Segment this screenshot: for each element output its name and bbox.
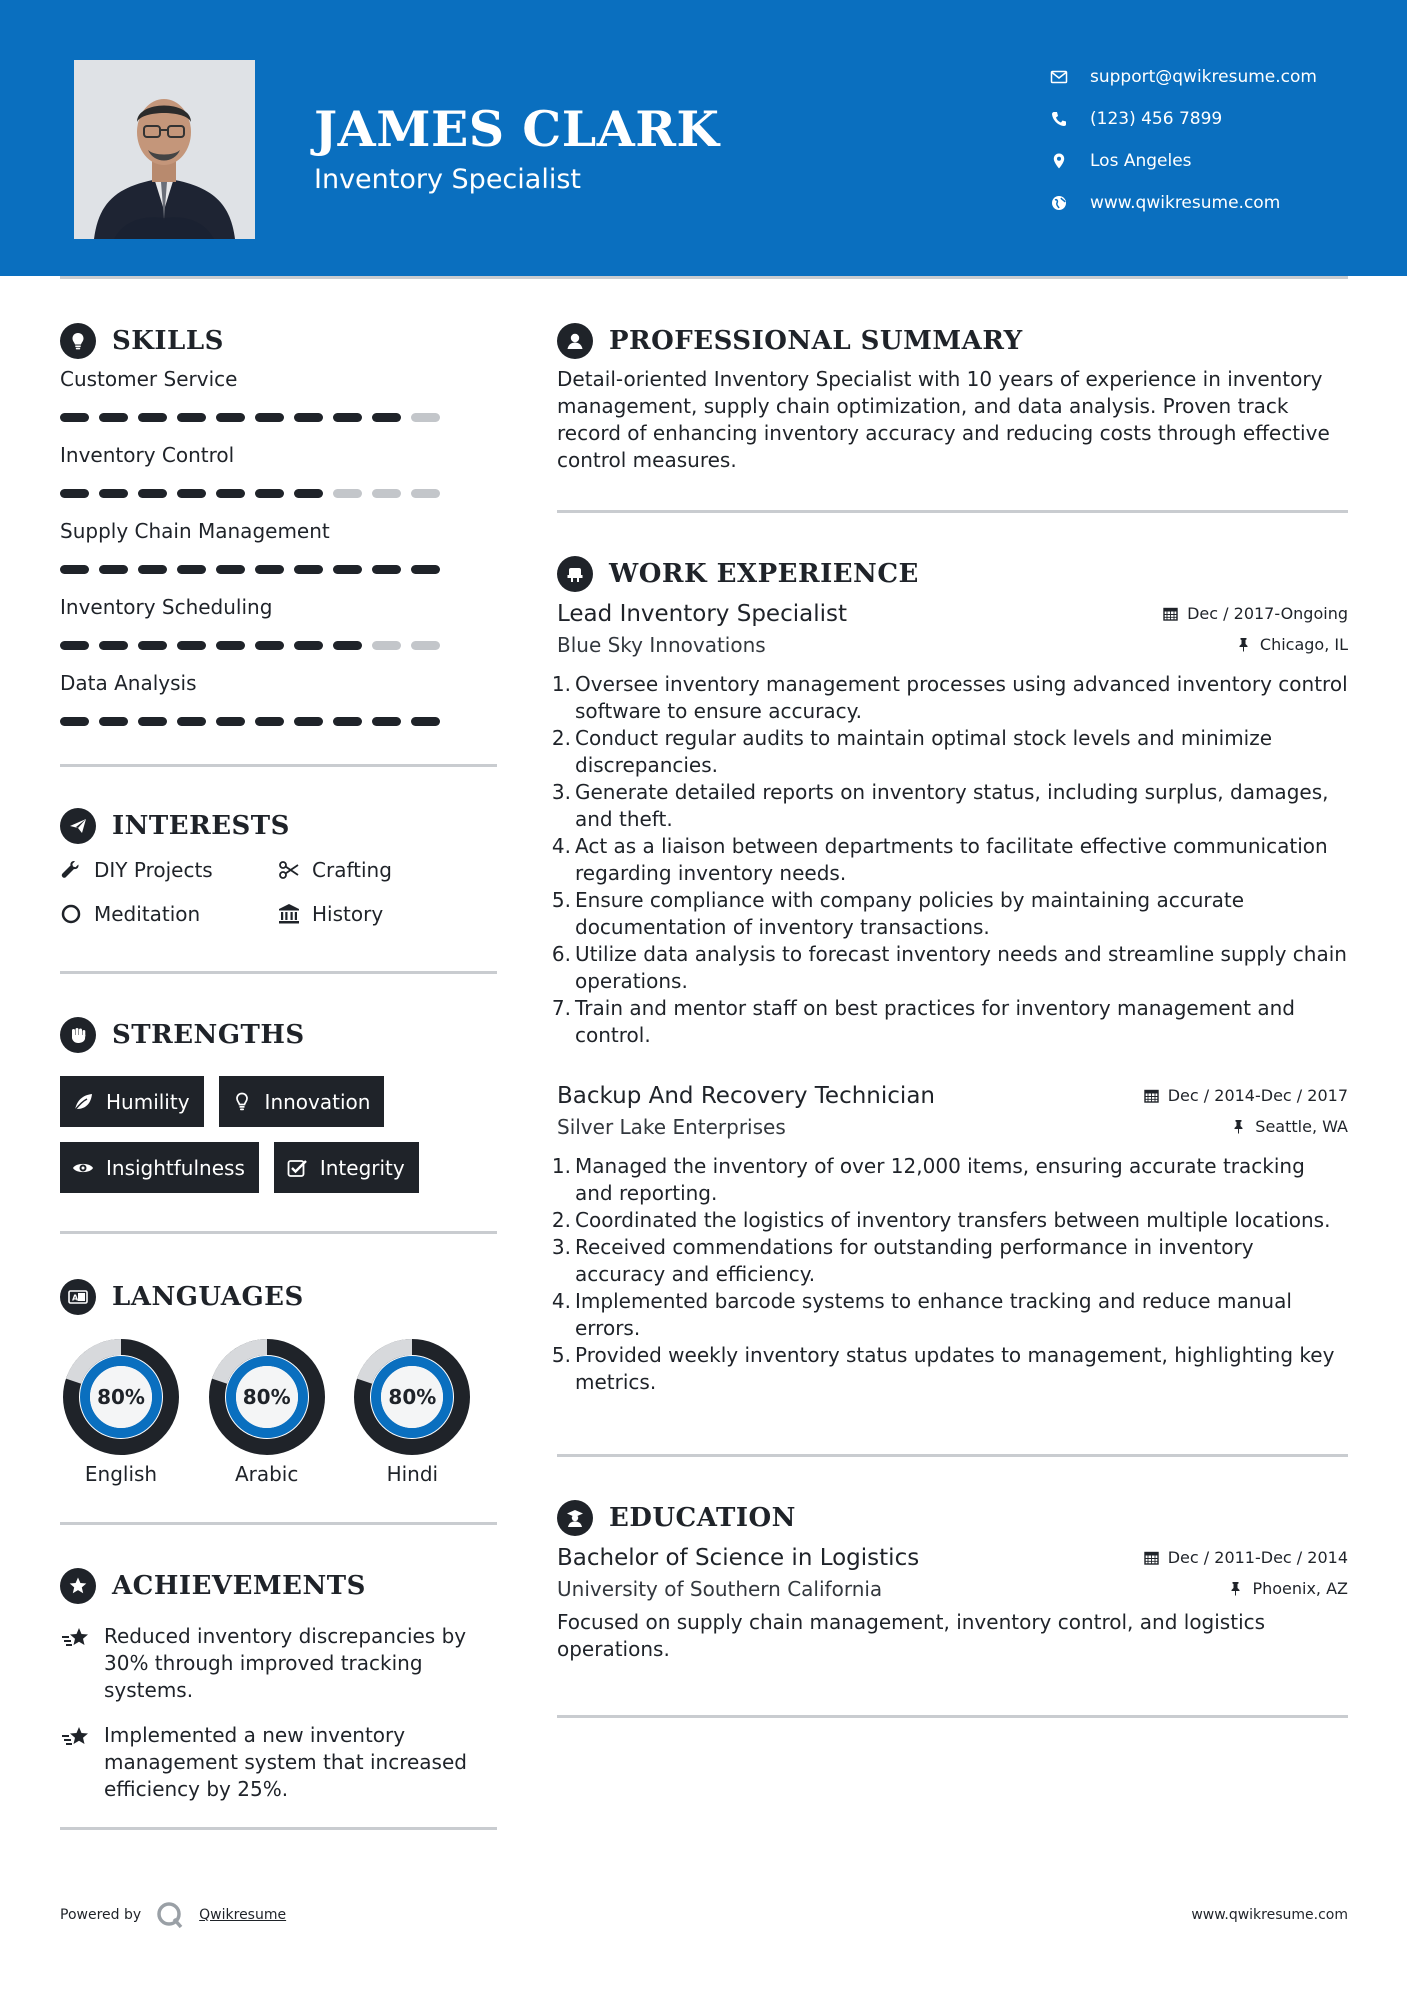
summary-heading: PROFESSIONAL SUMMARY	[557, 322, 1348, 360]
duty-item: Implemented barcode systems to enhance tracking and reduce manual errors.	[575, 1289, 1292, 1340]
powered-by: Powered by Qwikresume	[60, 1900, 286, 1930]
skill-dot-filled	[138, 413, 167, 422]
section-divider	[60, 1827, 497, 1830]
skill-dot-filled	[99, 489, 128, 498]
achievement-item: Implemented a new inventory management system that increased efficiency by 25%.	[60, 1722, 497, 1803]
skill-dot-filled	[255, 717, 284, 726]
duty-item: Managed the inventory of over 12,000 items, ensuring accurate tracking and reporting.	[575, 1154, 1305, 1205]
job-entry	[557, 1083, 1348, 1396]
skill-level	[60, 394, 497, 440]
skill-dot-filled	[177, 717, 206, 726]
interests-heading: INTERESTS	[60, 807, 497, 845]
section-divider	[60, 764, 497, 767]
section-divider	[557, 1454, 1348, 1457]
skill-dot-filled	[411, 717, 440, 726]
skill-dot-filled	[216, 641, 245, 650]
contact-list	[1050, 56, 1317, 224]
duty-item: Generate detailed reports on inventory status, including surplus, damages, and theft.	[575, 780, 1329, 831]
language-ring	[351, 1336, 473, 1458]
footer-website-link[interactable]: www.qwikresume.com	[1191, 1907, 1348, 1923]
job-header	[557, 601, 1348, 627]
skill-dot-filled	[255, 641, 284, 650]
candidate-name: JAMES CLARK	[314, 100, 720, 158]
language-name: English	[84, 1462, 158, 1486]
skill-dot-filled	[60, 413, 89, 422]
user-icon	[557, 323, 593, 359]
skill-dot-filled	[99, 641, 128, 650]
interest-item: DIY Projects	[60, 857, 278, 883]
skills-list	[60, 364, 497, 744]
skill-dot-empty	[411, 413, 440, 422]
star-badge-icon	[60, 1568, 96, 1604]
skill-dot-empty	[333, 489, 362, 498]
skill-name: Inventory Scheduling	[60, 595, 273, 619]
skill-dot-filled	[216, 565, 245, 574]
skill-dot-filled	[294, 641, 323, 650]
skill-dot-filled	[138, 641, 167, 650]
resume-header	[0, 0, 1407, 276]
skill-dot-filled	[372, 717, 401, 726]
skill-name: Data Analysis	[60, 671, 197, 695]
languages-list	[60, 1336, 497, 1486]
contact-email[interactable]: support@qwikresume.com	[1050, 56, 1317, 98]
fist-icon	[60, 1017, 96, 1053]
svg-text:A: A	[72, 1293, 79, 1303]
skill-dot-empty	[372, 641, 401, 650]
check-square-icon	[286, 1157, 308, 1179]
skill-level	[60, 622, 497, 668]
bank-icon	[278, 903, 300, 925]
skill-dot-filled	[255, 413, 284, 422]
skill-level	[60, 470, 497, 516]
language-item	[351, 1336, 497, 1486]
skill-dot-filled	[99, 565, 128, 574]
skill-dot-filled	[294, 565, 323, 574]
skill-dot-filled	[138, 489, 167, 498]
skill-dot-filled	[333, 717, 362, 726]
education-subheader	[557, 1577, 1348, 1601]
job-header	[557, 1083, 1348, 1109]
skill-dot-filled	[372, 413, 401, 422]
achievements-list	[60, 1623, 497, 1803]
right-column	[557, 322, 1348, 1718]
strength-chip: Integrity	[274, 1142, 419, 1193]
profile-photo	[74, 60, 255, 239]
contact-phone[interactable]: (123) 456 7899	[1050, 98, 1317, 140]
scissors-icon	[278, 859, 300, 881]
language-percent: 80%	[97, 1385, 145, 1409]
duty-item: Ensure compliance with company policies by maintaining accurate documentation of inventory transactions.	[575, 888, 1244, 939]
language-icon	[60, 1279, 96, 1315]
pushpin-icon	[1236, 637, 1251, 652]
skill-dot-filled	[177, 489, 206, 498]
briefcase-icon	[557, 556, 593, 592]
job-location: Chicago, IL	[1236, 635, 1348, 654]
lightbulb-icon	[60, 323, 96, 359]
candidate-role: Inventory Specialist	[314, 164, 581, 195]
interests-list	[60, 857, 497, 927]
section-divider	[60, 1522, 497, 1525]
section-divider	[60, 1231, 497, 1234]
section-divider	[557, 510, 1348, 513]
job-subheader	[557, 1115, 1348, 1139]
skill-dot-filled	[216, 413, 245, 422]
contact-location: Los Angeles	[1050, 140, 1317, 182]
skill-dot-filled	[60, 489, 89, 498]
language-percent: 80%	[242, 1385, 291, 1409]
job-subheader	[557, 633, 1348, 657]
qwikresume-logo-icon	[155, 1900, 185, 1930]
education-date: Dec / 2011-Dec / 2014	[1144, 1548, 1348, 1567]
skill-dot-filled	[99, 413, 128, 422]
skill-dot-filled	[177, 565, 206, 574]
circle-icon	[60, 903, 82, 925]
skills-heading: SKILLS	[60, 322, 497, 360]
skill-dot-filled	[255, 565, 284, 574]
interest-item: Crafting	[278, 857, 496, 883]
skill-dot-filled	[333, 641, 362, 650]
footer	[60, 1900, 1348, 1930]
education-location: Phoenix, AZ	[1228, 1579, 1348, 1598]
skill-dot-filled	[333, 413, 362, 422]
duty-item: Received commendations for outstanding performance in inventory accuracy and efficiency.	[575, 1235, 1254, 1286]
skill-dot-filled	[294, 717, 323, 726]
skill-dot-filled	[372, 565, 401, 574]
language-item	[206, 1336, 352, 1486]
experience-heading: WORK EXPERIENCE	[557, 555, 1348, 593]
skill-dot-filled	[333, 565, 362, 574]
shooting-star-icon	[60, 1625, 92, 1653]
skill-dot-filled	[138, 717, 167, 726]
summary-text: Detail-oriented Inventory Specialist with 10 years of experience in inventory management, supply chain optimization, and data analysis. Proven track record of enhancing inventory accuracy and reducing costs through effective control measures.	[557, 367, 1330, 472]
skill-dot-filled	[216, 489, 245, 498]
skill-dot-filled	[60, 641, 89, 650]
language-ring	[60, 1336, 182, 1458]
strength-chip: Insightfulness	[60, 1142, 259, 1193]
calendar-icon	[1144, 1550, 1159, 1565]
left-column	[60, 322, 497, 1830]
strength-chip: Innovation	[219, 1076, 385, 1127]
envelope-icon	[1050, 68, 1068, 86]
language-ring	[206, 1336, 328, 1458]
language-name: Hindi	[386, 1462, 439, 1486]
skill-dot-filled	[177, 641, 206, 650]
wrench-icon	[60, 859, 82, 881]
skill-dot-filled	[60, 565, 89, 574]
skill-dot-empty	[372, 489, 401, 498]
education-header	[557, 1545, 1348, 1571]
job-location: Seattle, WA	[1231, 1117, 1348, 1136]
achievements-heading: ACHIEVEMENTS	[60, 1567, 497, 1605]
skill-name: Supply Chain Management	[60, 519, 330, 543]
phone-icon	[1050, 110, 1068, 128]
shooting-star-icon	[60, 1724, 92, 1752]
duty-item: Utilize data analysis to forecast inventory needs and streamline supply chain operations.	[575, 942, 1347, 993]
leaf-icon	[72, 1091, 94, 1113]
qwikresume-link[interactable]: Qwikresume	[199, 1907, 287, 1923]
calendar-icon	[1144, 1088, 1159, 1103]
skill-dot-empty	[411, 489, 440, 498]
education-text: Focused on supply chain management, inventory control, and logistics operations.	[557, 1610, 1266, 1661]
skill-dot-filled	[294, 413, 323, 422]
paper-plane-icon	[60, 808, 96, 844]
interest-item: History	[278, 901, 496, 927]
language-item	[60, 1336, 206, 1486]
section-divider	[60, 971, 497, 974]
strength-chip: Humility	[60, 1076, 204, 1127]
company-name: Blue Sky Innovations	[557, 633, 766, 657]
pushpin-icon	[1231, 1119, 1246, 1134]
languages-heading: A LANGUAGES	[60, 1278, 497, 1316]
lightbulb-icon	[231, 1091, 253, 1113]
skill-name: Customer Service	[60, 367, 238, 391]
skill-dot-filled	[216, 717, 245, 726]
skill-dot-filled	[255, 489, 284, 498]
duties-list	[575, 1153, 1348, 1396]
duty-item: Coordinated the logistics of inventory transfers between multiple locations.	[575, 1208, 1331, 1232]
language-name: Arabic	[234, 1462, 299, 1486]
duty-item: Train and mentor staff on best practices for inventory management and control.	[575, 996, 1295, 1047]
interest-item: Meditation	[60, 901, 278, 927]
job-title: Backup And Recovery Technician	[557, 1083, 935, 1109]
skill-dot-empty	[411, 641, 440, 650]
duty-item: Conduct regular audits to maintain optimal stock levels and minimize discrepancies.	[575, 726, 1273, 777]
duties-list	[575, 671, 1348, 1049]
achievement-item: Reduced inventory discrepancies by 30% through improved tracking systems.	[60, 1623, 497, 1704]
school-name: University of Southern California	[557, 1577, 883, 1601]
jobs-list	[557, 601, 1348, 1396]
skill-dot-filled	[411, 565, 440, 574]
strengths-heading: STRENGTHS	[60, 1016, 497, 1054]
language-percent: 80%	[388, 1385, 437, 1409]
strengths-list	[60, 1076, 497, 1193]
job-date: Dec / 2017-Ongoing	[1163, 604, 1348, 623]
skill-dot-filled	[60, 717, 89, 726]
company-name: Silver Lake Enterprises	[557, 1115, 786, 1139]
skill-dot-filled	[177, 413, 206, 422]
job-title: Lead Inventory Specialist	[557, 601, 847, 627]
contact-website[interactable]: www.qwikresume.com	[1050, 182, 1317, 224]
job-entry	[557, 601, 1348, 1049]
skill-level	[60, 546, 497, 592]
job-date: Dec / 2014-Dec / 2017	[1144, 1086, 1348, 1105]
section-divider	[557, 1715, 1348, 1718]
graduate-icon	[557, 1500, 593, 1536]
skill-level	[60, 698, 497, 744]
calendar-icon	[1163, 606, 1178, 621]
location-pin-icon	[1050, 152, 1068, 170]
pushpin-icon	[1228, 1581, 1243, 1596]
duty-item: Oversee inventory management processes using advanced inventory control software to ensure accuracy.	[575, 672, 1348, 723]
skill-dot-filled	[138, 565, 167, 574]
skill-dot-filled	[294, 489, 323, 498]
globe-icon	[1050, 194, 1068, 212]
education-heading: EDUCATION	[557, 1499, 1348, 1537]
degree-title: Bachelor of Science in Logistics	[557, 1545, 920, 1571]
header-divider	[60, 276, 1348, 279]
duty-item: Provided weekly inventory status updates to management, highlighting key metrics.	[575, 1343, 1335, 1394]
skill-dot-filled	[99, 717, 128, 726]
eye-icon	[72, 1157, 94, 1179]
skill-name: Inventory Control	[60, 443, 235, 467]
duty-item: Act as a liaison between departments to facilitate effective communication regarding inventory needs.	[575, 834, 1328, 885]
